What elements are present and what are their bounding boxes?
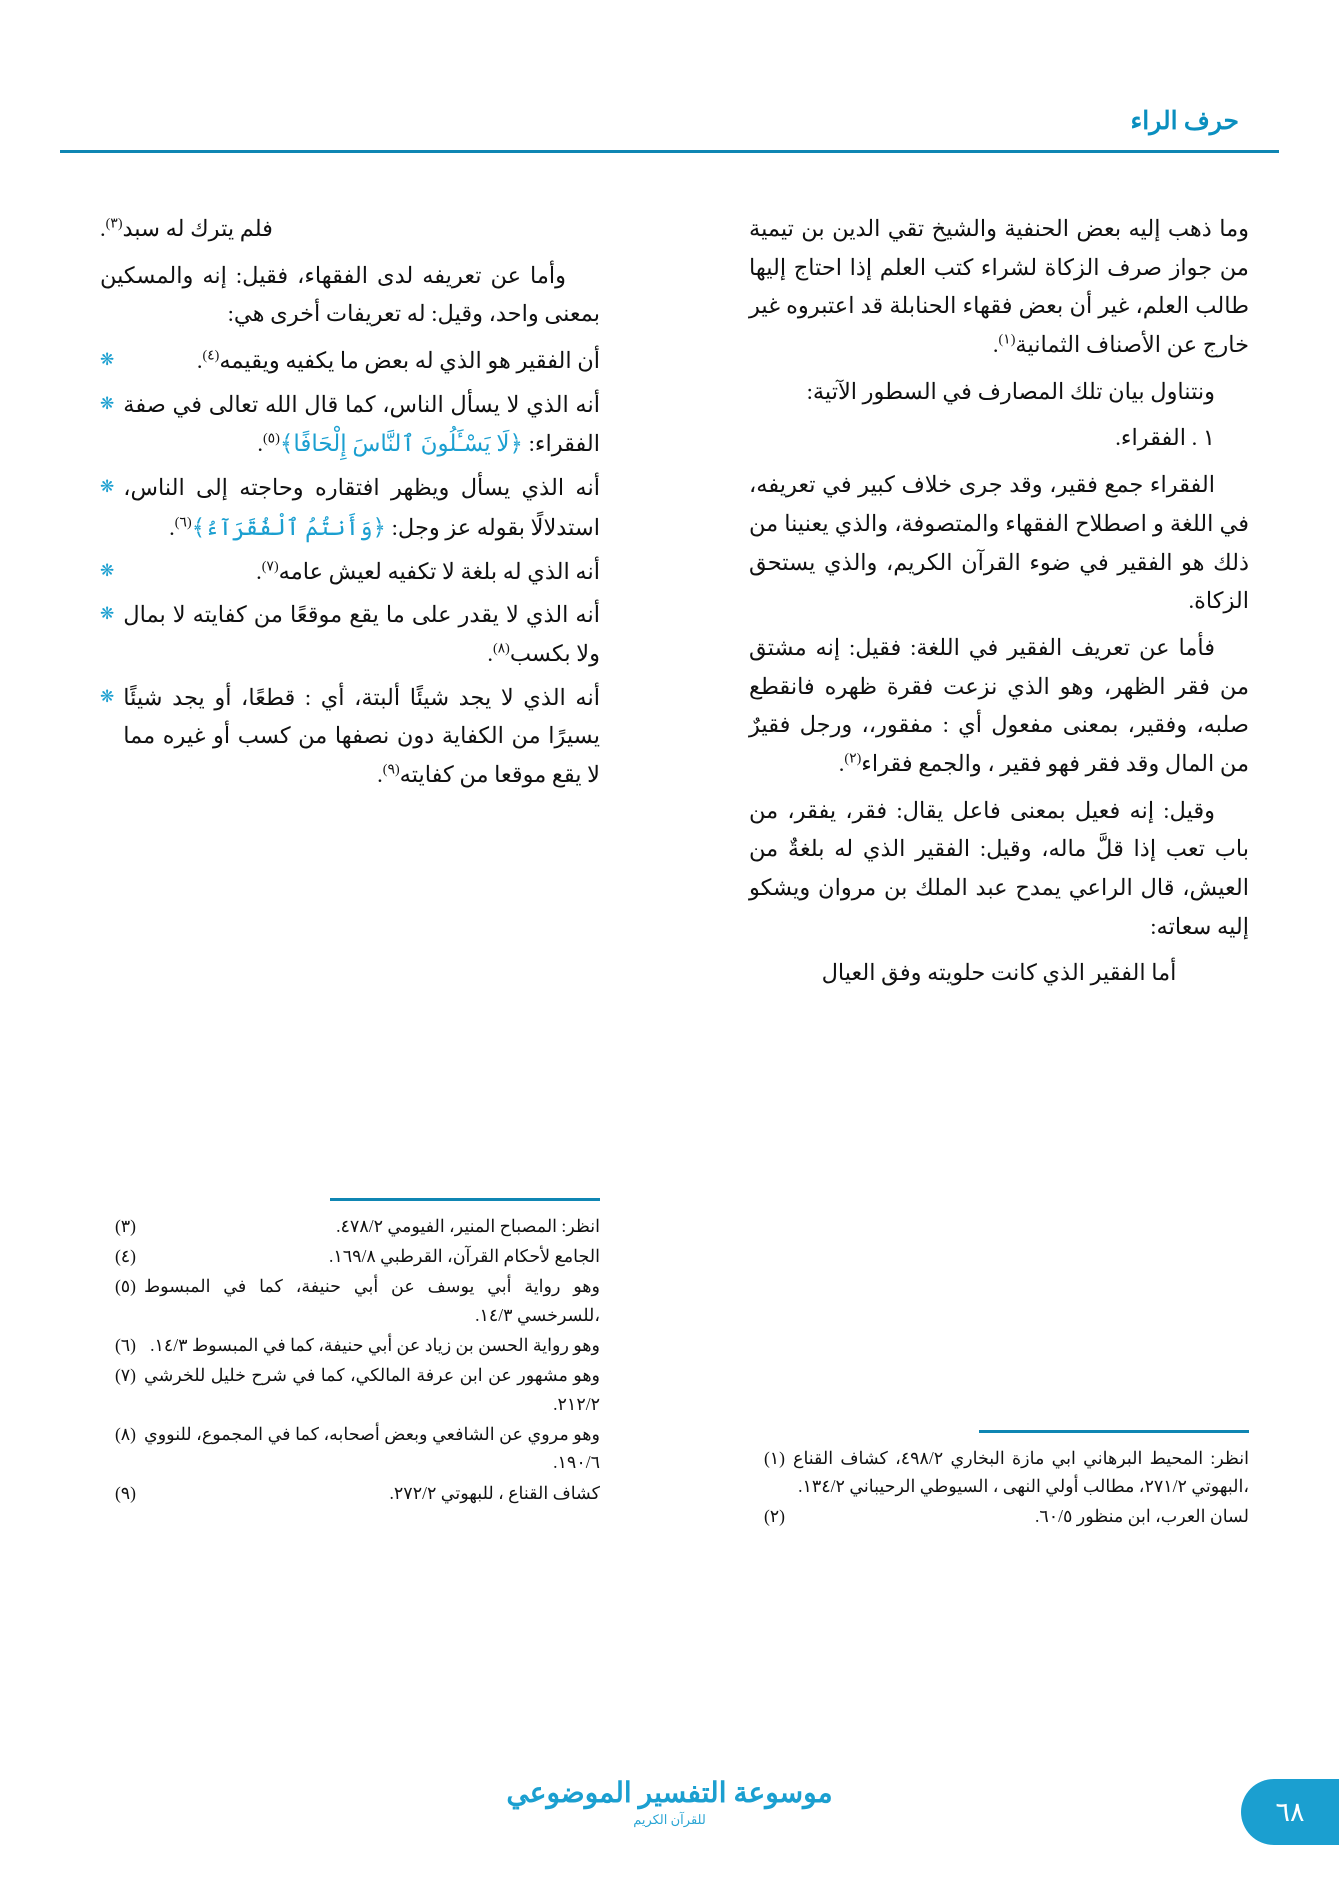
footnote-entry (100, 1242, 600, 1270)
list-item-suffix: . (169, 514, 175, 540)
footnote-number: (٣) (114, 1215, 136, 1236)
quran-verse: ﴿لَا يَسْـَٔلُونَ ٱلنَّاسَ إِلْحَافًا﴾ (279, 431, 523, 457)
footnote-marker: (٩) (382, 762, 400, 778)
flower-bullet-icon: ❋ (100, 686, 115, 706)
footnote-marker: (٣) (105, 216, 123, 232)
list-item-label: أنه الذي يسأل ويظهر افتقاره وحاجته إلى الناس، استدلالًا بقوله عز وجل: (123, 475, 600, 540)
flower-bullet-icon: ❋ (100, 477, 115, 497)
footnote-text: كشاف القناع ، للبهوتي ٢٧٢/٢. (389, 1482, 600, 1503)
footnote-number: (٥) (114, 1276, 136, 1297)
page-number-badge: ٦٨ (1241, 1779, 1339, 1845)
footnote-text: وهو رواية الحسن بن زياد عن أبي حنيفة، كما في المبسوط ١٤/٣. (150, 1334, 600, 1355)
footnote-text: الجامع لأحكام القرآن، القرطبي ١٦٩/٨. (328, 1245, 600, 1266)
flower-bullet-icon: ❋ (100, 604, 115, 624)
list-item-text (123, 553, 600, 592)
list-item (100, 342, 600, 381)
list-item (100, 386, 600, 464)
footnote-text: وهو مشهور عن ابن عرفة المالكي، كما في شرح خليل للخرشي ٢١٢/٢. (144, 1365, 600, 1414)
list-item (100, 596, 600, 673)
footnote-number: (٨) (114, 1423, 136, 1444)
footnote-marker: (٨) (492, 641, 510, 657)
page-header-title: حرف الراء (1130, 108, 1239, 135)
paragraph-text: وما ذهب إليه بعض الحنفية والشيخ تقي الدين بن تيمية من جواز صرف الزكاة لشراء كتب العلم إذا احتاج إليها طالب العلم، غير أن بعض فقهاء الحنابلة قد اعتبروه غير خارج عن الأصناف الثمانية (749, 216, 1249, 358)
publisher-logo-title: موسوعة التفسير الموضوعي (506, 1778, 833, 1809)
footnote-divider (330, 1198, 600, 1201)
footnote-number: (٩) (114, 1482, 136, 1503)
page-header (60, 100, 1279, 156)
paragraph-text: فلم يترك له سبد (122, 216, 273, 241)
paragraph: فلم يترك له سبد$^{(٣)}$. (100, 216, 273, 241)
poetry-line: أما الفقير الذي كانت حلويته وفق العيال (821, 960, 1177, 986)
list-item-suffix: . (487, 640, 493, 666)
list-item-text (123, 596, 600, 673)
paragraph: فأما عن تعريف الفقير في اللغة: فقيل: إنه مشتق من فقر الظهر، وهو الذي نزعت فقرة ظهره فانقطع صلبه، وفقير، بمعنى مفعول أي : مفقور،، ورجل فقيرٌ من المال وقد فقر فهو فقير ، والجمع فقراء$^{(٢)}$. (749, 634, 1249, 776)
paragraph: وأما عن تعريفه لدى الفقهاء، فقيل: إنه والمسكين بمعنى واحد، وقيل: له تعريفات أخرى هي: (100, 262, 600, 327)
footnote-number: (١) (763, 1447, 785, 1468)
footnote-divider (979, 1430, 1249, 1433)
footnote-entry (100, 1361, 600, 1418)
list-item (100, 553, 600, 592)
publisher-logo-subtitle: للقرآن الكريم (633, 1812, 706, 1827)
list-item-label: أنه الذي لا يقدر على ما يقع موقعًا من كفايته لا بمال ولا بكسب (123, 602, 600, 666)
footnote-text: لسان العرب، ابن منظور ٦٠/٥. (1034, 1506, 1249, 1527)
footnote-text: انظر: المصباح المنير، الفيومي ٤٧٨/٢. (336, 1215, 600, 1236)
footnote-marker: (٥) (262, 431, 280, 447)
list-item-text (123, 386, 600, 464)
quran-verse: ﴿وَأَنتُمُ ٱلْفُقَرَآءُ﴾ (191, 514, 387, 540)
list-item-label: أنه الذي لا يسأل الناس، كما قال الله تعالى في صفة الفقراء: (123, 391, 600, 457)
list-item-suffix: . (257, 431, 263, 457)
footnote-marker: (٦) (174, 515, 192, 531)
list-item-label: أنه الذي له بلغة لا تكفيه لعيش عامه (278, 558, 600, 584)
paragraph: وما ذهب إليه بعض الحنفية والشيخ تقي الدين بن تيمية من جواز صرف الزكاة لشراء كتب العلم إذا احتاج إليها طالب العلم، غير أن بعض فقهاء الحنابلة قد اعتبروه غير خارج عن الأصناف الثمانية$^{(١)}$. (749, 216, 1249, 358)
footnotes-right (749, 1430, 1249, 1533)
footnote-number: (٦) (114, 1334, 136, 1355)
footnote-entry (100, 1479, 600, 1507)
footnote-entry (100, 1212, 600, 1240)
paragraph-heading: ١ . الفقراء. (1115, 425, 1215, 451)
flower-bullet-icon: ❋ (100, 393, 115, 413)
list-item-suffix: . (377, 761, 383, 787)
list-item (100, 469, 600, 547)
paragraph: ونتناول بيان تلك المصارف في السطور الآتية: (806, 378, 1215, 404)
footnote-entry (100, 1331, 600, 1359)
list-item-text (123, 342, 600, 381)
text-column-right (749, 210, 1249, 1016)
list-item-label: أنه الذي لا يجد شيئًا ألبتة، أي : قطعًا، أو يجد شيئًا يسيرًا من الكفاية دون نصفها من كسب أو غيره مما لا يقع موقعا من كفايته (123, 684, 600, 787)
list-item-suffix: . (256, 558, 262, 584)
footnote-entry (749, 1444, 1249, 1501)
footnotes-left (100, 1198, 600, 1509)
footnote-entry (749, 1502, 1249, 1530)
list-item (100, 679, 600, 795)
header-divider (60, 150, 1279, 153)
footnote-text: انظر: المحيط البرهاني ابي مازة البخاري ٤٩٨/٢، كشاف القناع ،البهوتي ٢٧١/٢، مطالب أولي النهى ، السيوطي الرحيباني ١٣٤/٢. (793, 1447, 1249, 1496)
footnote-entry (100, 1420, 600, 1477)
footnote-number: (٤) (114, 1245, 136, 1266)
list-item-suffix: . (196, 348, 203, 374)
paragraph-text: فأما عن تعريف الفقير في اللغة: فقيل: إنه مشتق من فقر الظهر، وهو الذي نزعت فقرة ظهره فانقطع صلبه، وفقير، بمعنى مفعول أي : مفقور،، ورجل فقيرٌ من المال وقد فقر فهو فقير ، والجمع فقراء (749, 634, 1249, 776)
text-column-left (100, 210, 600, 800)
footnote-marker: (٧) (261, 559, 279, 574)
flower-bullet-icon: ❋ (100, 560, 115, 580)
list-item-label: أن الفقير هو الذي له بعض ما يكفيه ويقيمه (219, 348, 600, 374)
list-item-text (123, 469, 600, 547)
flower-bullet-icon: ❋ (100, 350, 115, 370)
footnote-marker: (١) (998, 332, 1016, 348)
footnote-text: وهو رواية أبي يوسف عن أبي حنيفة، كما في المبسوط ،للسرخسي ١٤/٣. (144, 1276, 600, 1325)
footnote-number: (٧) (114, 1365, 136, 1386)
footnote-entry (100, 1272, 600, 1329)
publisher-logo (0, 1780, 1339, 1828)
footnote-marker: (٤) (202, 348, 220, 364)
list-item-text (123, 679, 600, 795)
footnote-number: (٢) (763, 1506, 785, 1527)
paragraph: الفقراء جمع فقير، وقد جرى خلاف كبير في تعريفه، في اللغة و اصطلاح الفقهاء والمتصوفة، والذي يعنينا من ذلك هو الفقير في ضوء القرآن الكريم، والذي يستحق الزكاة. (749, 472, 1249, 614)
footnote-marker: (٢) (844, 751, 862, 767)
footnote-text: وهو مروي عن الشافعي وبعض أصحابه، كما في المجموع، للنووي ١٩٠/٦. (144, 1423, 600, 1473)
paragraph: وقيل: إنه فعيل بمعنى فاعل يقال: فقر، يفقر، من باب تعب إذا قلَّ ماله، وقيل: الفقير الذي له بلغةٌ من العيش، قال الراعي يمدح عبد الملك بن مروان ويشكو إليه سعاته: (749, 797, 1249, 939)
